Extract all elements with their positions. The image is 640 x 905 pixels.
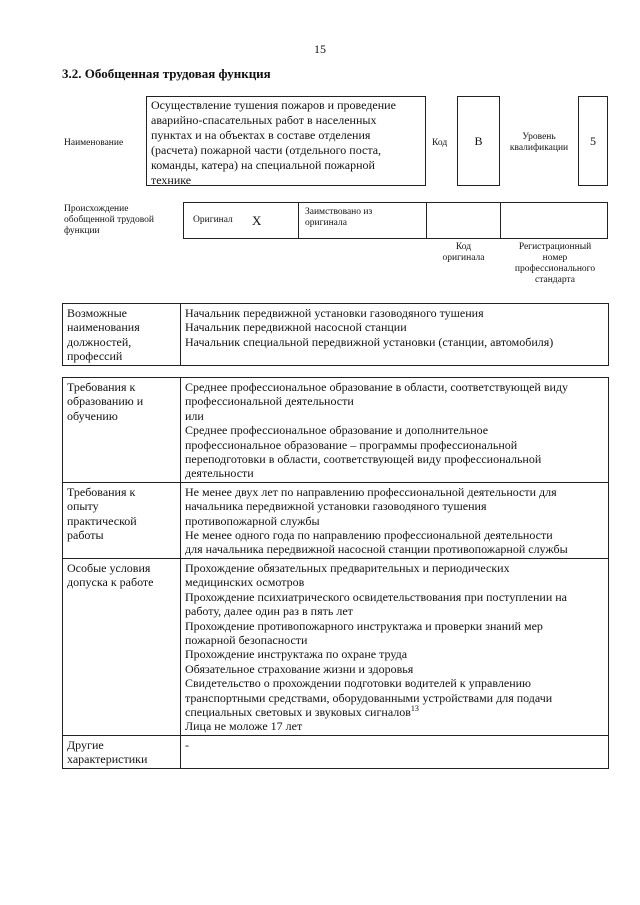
- requirement-line: Свидетельство о прохождении подготовки водителей к управлению: [185, 676, 531, 691]
- experience-value-cell: [181, 482, 609, 558]
- code-value-box: B: [457, 96, 500, 186]
- origin-reg-caption: [500, 242, 610, 286]
- function-name-line: Осуществление тушения пожаров и проведение: [151, 98, 396, 112]
- function-name-line: аварийно-спасательных работ в населенных: [151, 113, 377, 127]
- requirement-line: специальных световых и звуковых сигналов: [185, 704, 411, 719]
- requirement-label-line: Особые условия: [67, 560, 151, 575]
- requirement-label-line: образованию и: [67, 394, 144, 409]
- requirements-table: [62, 377, 609, 769]
- position-item: Начальник передвижной насосной станции: [185, 320, 407, 335]
- positions-list-cell: [181, 304, 609, 366]
- education-label-cell: [63, 378, 181, 483]
- origin-label-line: Происхождение: [64, 204, 129, 214]
- name-label: Наименование: [64, 137, 124, 148]
- level-label-line: квалификации: [509, 143, 569, 153]
- function-name-line: технике: [151, 173, 192, 187]
- function-name-line: пунктах и на объектах в составе отделения: [151, 128, 371, 142]
- requirement-line: Прохождение инструктажа по охране труда: [185, 647, 408, 662]
- qualification-level-box: 5: [578, 96, 608, 186]
- requirement-line: Не менее одного года по направлению профессиональной деятельности: [185, 528, 553, 543]
- requirement-line: -: [185, 737, 189, 752]
- origin-label-line: обобщенной трудовой: [64, 215, 154, 225]
- requirement-line: для начальника передвижной насосной станции противопожарной службы: [185, 542, 568, 557]
- education-value-cell: [181, 378, 609, 483]
- origin-code-cell: [426, 202, 501, 239]
- requirement-line: Прохождение противопожарного инструктажа и проверки знаний мер: [185, 618, 543, 633]
- positions-table: [62, 303, 609, 366]
- requirement-line: пожарной безопасности: [185, 632, 308, 647]
- original-mark: X: [252, 213, 262, 228]
- origin-label-line: функции: [64, 226, 100, 236]
- function-name-line: команды, катера) на специальной пожарной: [151, 158, 375, 172]
- requirement-line: профессиональной деятельности: [185, 394, 354, 409]
- requirement-line: начальника передвижной установки газоводяного тушения: [185, 499, 487, 514]
- requirement-line: переподготовки в области, соответствующей виду профессиональной: [185, 452, 542, 467]
- reg-caption-line: Регистрационный: [518, 242, 592, 252]
- requirement-line: Обязательное страхование жизни и здоровья: [185, 661, 414, 676]
- table-row: [63, 482, 609, 558]
- requirement-label-line: Требования к: [67, 484, 136, 499]
- qualification-level-label: [502, 126, 576, 160]
- requirement-line: Прохождение психиатрического освидетельствования при поступлении на: [185, 589, 568, 604]
- requirement-line: профессиональное образование – программы профессиональной: [185, 437, 518, 452]
- requirement-label-line: Требования к: [67, 380, 136, 394]
- requirement-line: Прохождение обязательных предварительных и периодических: [185, 560, 510, 575]
- function-name-box: [146, 96, 426, 186]
- original-label: Оригинал: [193, 215, 233, 225]
- positions-label-line: профессий: [67, 349, 123, 364]
- requirement-line: работу, далее один раз в пять лет: [185, 604, 353, 619]
- requirement-line-with-footnote: [185, 705, 604, 719]
- requirement-label-line: характеристики: [67, 752, 148, 767]
- requirement-label-line: обучению: [67, 408, 118, 423]
- code-caption-line: оригинала: [442, 253, 485, 263]
- table-row: [63, 558, 609, 735]
- other-label-cell: [63, 735, 181, 768]
- requirement-label-line: допуска к работе: [67, 575, 154, 590]
- footnote-marker: 13: [410, 703, 419, 713]
- positions-label-cell: [63, 304, 181, 366]
- requirement-label-line: опыту: [67, 499, 99, 514]
- experience-label-cell: [63, 482, 181, 558]
- requirement-line: Среднее профессиональное образование в области, соответствующей виду: [185, 380, 569, 394]
- table-row: [63, 735, 609, 768]
- table-row: [63, 304, 609, 366]
- borrowed-label-line: оригинала: [305, 218, 347, 228]
- section-title: 3.2. Обобщенная трудовая функция: [62, 66, 271, 81]
- requirement-label-line: работы: [67, 528, 104, 543]
- page-number: 15: [314, 42, 326, 56]
- requirement-line: деятельности: [185, 466, 254, 481]
- requirement-line: Среднее профессиональное образование и дополнительное: [185, 423, 489, 438]
- borrowed-label-line: Заимствовано из: [305, 207, 373, 217]
- requirement-label-line: Другие: [67, 737, 104, 752]
- origin-reg-number-cell: [500, 202, 608, 239]
- origin-code-caption: [426, 242, 501, 264]
- positions-label-line: наименования: [67, 320, 140, 335]
- positions-label-line: должностей,: [67, 334, 132, 349]
- origin-original-cell: [183, 202, 299, 239]
- position-item: Начальник специальной передвижной установки (станции, автомобиля): [185, 334, 554, 349]
- requirement-line: противопожарной службы: [185, 513, 320, 528]
- position-item: Начальник передвижной установки газоводяного тушения: [185, 306, 484, 320]
- origin-borrowed-cell: [298, 202, 427, 239]
- code-label: Код: [432, 137, 448, 148]
- level-label-line: Уровень: [522, 132, 556, 142]
- reg-caption-line: стандарта: [535, 275, 575, 285]
- admission-label-cell: [63, 558, 181, 735]
- table-row: [63, 378, 609, 483]
- requirement-line: транспортными средствами, оборудованными устройствами для подачи: [185, 690, 553, 705]
- other-value-cell: [181, 735, 609, 768]
- requirement-line: Лица не моложе 17 лет: [185, 719, 303, 734]
- reg-caption-line: профессионального: [514, 264, 596, 274]
- requirement-label-line: практической: [67, 513, 137, 528]
- positions-label-line: Возможные: [67, 306, 127, 320]
- function-name-line: (расчета) пожарной части (отдельного поста,: [151, 143, 382, 157]
- admission-value-cell: [181, 558, 609, 735]
- requirement-line: или: [185, 408, 204, 423]
- requirement-line: медицинских осмотров: [185, 575, 305, 590]
- origin-label: [64, 204, 180, 237]
- code-caption-line: Код: [455, 242, 472, 252]
- reg-caption-line: номер: [542, 253, 568, 263]
- requirement-line: Не менее двух лет по направлению профессиональной деятельности для: [185, 484, 557, 499]
